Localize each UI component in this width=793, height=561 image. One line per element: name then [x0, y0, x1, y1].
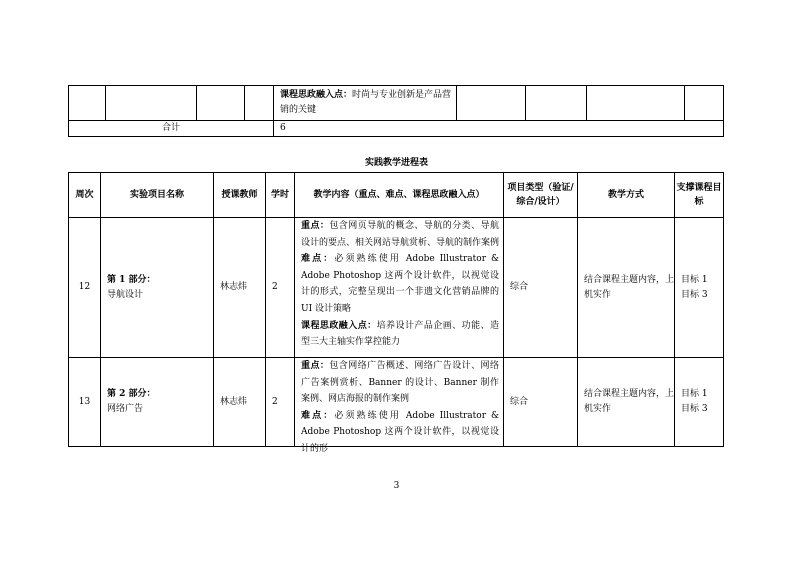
header-row — [69, 173, 724, 218]
content-cell — [295, 218, 504, 358]
ideology-label: 课程思政融入点： — [280, 90, 353, 100]
header-project-name: 实验项目名称 — [101, 173, 214, 218]
table-cell — [69, 86, 106, 121]
table-caption: 实践教学进程表 — [364, 158, 428, 168]
total-label: 合计 — [69, 121, 274, 137]
total-row — [69, 121, 724, 137]
total-value: 6 — [274, 121, 724, 137]
hours-cell: 2 — [266, 358, 295, 447]
ideology-point-cell — [274, 86, 457, 121]
table-cell — [245, 86, 274, 121]
content-cell — [295, 358, 504, 454]
header-week: 周次 — [69, 173, 101, 218]
teaching-method-cell: 结合课程主题内容，上机实作 — [578, 358, 675, 447]
practice-schedule-table — [68, 172, 724, 454]
project-type-cell: 综合 — [504, 218, 578, 358]
table-cell — [106, 86, 197, 121]
table-row — [69, 86, 724, 121]
difficulty-label: 难点： — [301, 410, 335, 421]
header-content: 教学内容（重点、难点、课程思政融入点） — [295, 173, 504, 218]
table-cell — [457, 86, 526, 121]
goal-2: 目标 3 — [681, 404, 708, 414]
week-cell: 13 — [69, 358, 101, 447]
week-cell: 12 — [69, 218, 101, 358]
hours-cell: 2 — [266, 218, 295, 358]
goal-1: 目标 1 — [681, 389, 708, 399]
difficulty-text: 必须熟练使用 Adobe Illustrator & Adobe Photoshop 这两个设计软件，以视觉设计的形式，完整呈现出一个非遗文化营销品牌的 UI 设计策略 — [301, 254, 499, 314]
difficulty-label: 难点： — [301, 254, 335, 265]
project-name: 网络广告 — [107, 404, 144, 414]
part-label: 第 2 部分： — [107, 389, 156, 399]
project-type-cell: 综合 — [504, 358, 578, 447]
key-point-text: 包含网络广告概述、网络广告设计、网络广告案例赏析、Banner 的设计、Banner 制作案例、网店海报的制作案例 — [301, 361, 499, 405]
key-point-label: 重点： — [301, 221, 330, 231]
ideology-text: 时尚与专业创新是产品营销的关键 — [280, 90, 452, 115]
key-point-text: 包含网页导航的概念、导航的分类、导航设计的要点、相关网站导航赏析、导航的制作案例 — [301, 221, 500, 248]
goal-2: 目标 3 — [681, 289, 708, 300]
table-cell — [197, 86, 245, 121]
project-name: 导航设计 — [107, 289, 144, 300]
part-label: 第 1 部分： — [107, 274, 156, 285]
table-cell — [587, 86, 685, 121]
course-goal-cell — [675, 218, 724, 358]
project-name-cell — [101, 218, 214, 358]
table-cell — [685, 86, 724, 121]
teaching-method-cell: 结合课程主题内容，上机实作 — [578, 218, 675, 358]
page-number: 3 — [393, 481, 400, 491]
key-point-label: 重点： — [301, 361, 330, 371]
header-teacher: 授课教师 — [214, 173, 266, 218]
header-teaching-method: 教学方式 — [578, 173, 675, 218]
previous-table-fragment — [68, 85, 724, 137]
table-row — [69, 218, 724, 358]
header-project-type: 项目类型（验证/综合/设计） — [504, 173, 578, 218]
course-goal-cell — [675, 358, 724, 447]
table-row — [69, 358, 724, 447]
teacher-cell: 林志炜 — [214, 358, 266, 447]
teacher-cell: 林志炜 — [214, 218, 266, 358]
table-cell — [526, 86, 587, 121]
ideology-label: 课程思政融入点： — [301, 320, 377, 331]
difficulty-text: 必须熟练使用 Adobe Illustrator & Adobe Photoshop 这两个设计软件，以视觉设计的形 — [301, 410, 499, 454]
goal-1: 目标 1 — [681, 274, 708, 285]
ideology-text: 培养设计产品企画、功能、造型三大主轴实作掌控能力 — [301, 320, 499, 348]
project-name-cell — [101, 358, 214, 447]
header-hours: 学时 — [266, 173, 295, 218]
header-course-goal: 支撑课程目标 — [675, 173, 724, 218]
